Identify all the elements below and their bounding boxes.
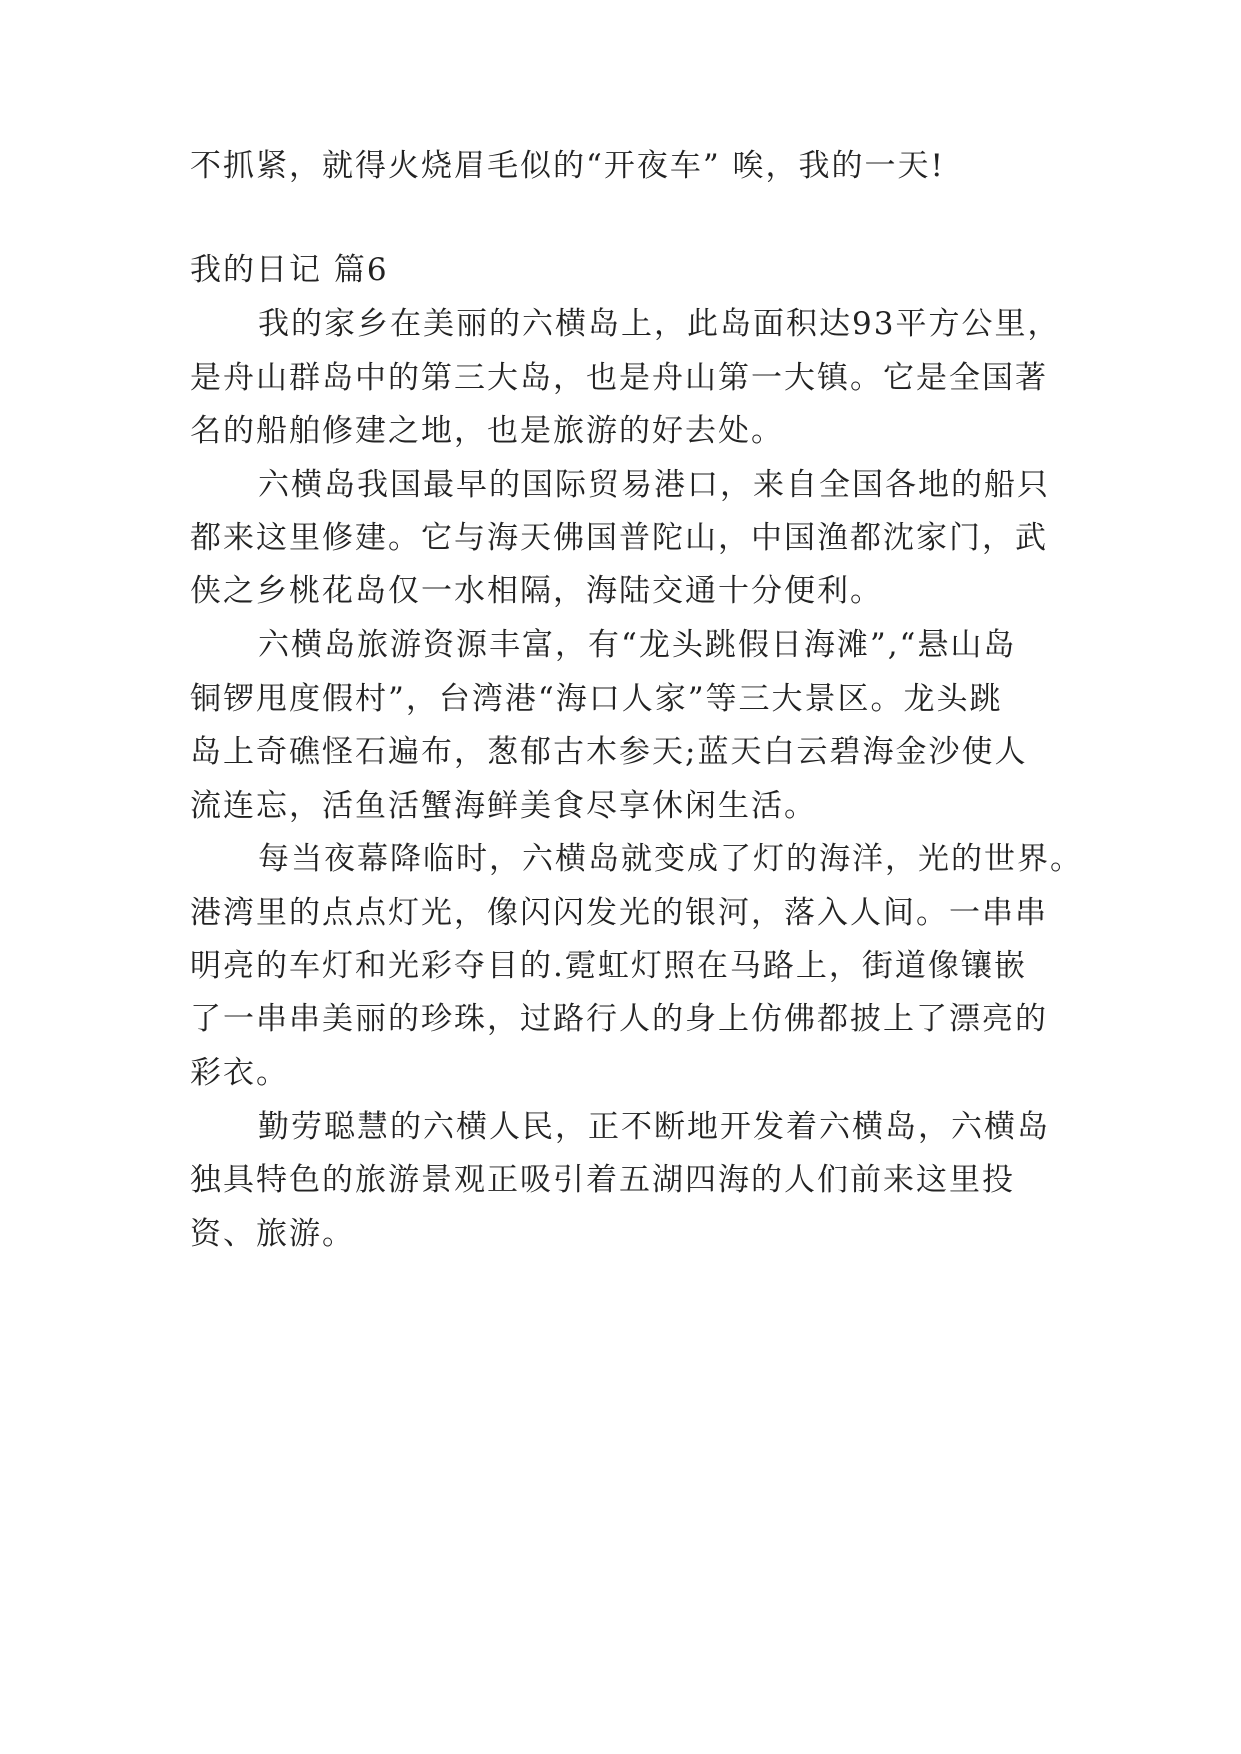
paragraph-line: 铜锣甩度假村”，台湾港“海口人家”等三大景区。龙头跳 xyxy=(190,681,1003,717)
paragraph-line: 了一串串美丽的珍珠，过路行人的身上仿佛都披上了漂亮的 xyxy=(190,1001,1048,1037)
paragraph-line: 我的家乡在美丽的六横岛上，此岛面积达93平方公里， xyxy=(258,306,1061,342)
paragraph-line: 岛上奇礁怪石遍布，葱郁古木参天;蓝天白云碧海金沙使人 xyxy=(190,734,1028,770)
paragraph-line: 独具特色的旅游景观正吸引着五湖四海的人们前来这里投 xyxy=(190,1162,1015,1198)
paragraph-line: 流连忘，活鱼活蟹海鲜美食尽享休闲生活。 xyxy=(190,788,817,824)
paragraph-line: 港湾里的点点灯光，像闪闪发光的银河，落入人间。一串串 xyxy=(190,895,1048,931)
continuation-text: 不抓紧，就得火烧眉毛似的“开夜车” 唉，我的一天! xyxy=(190,148,946,184)
paragraph-line: 明亮的车灯和光彩夺目的.霓虹灯照在马路上，街道像镶嵌 xyxy=(190,948,1027,984)
paragraph-line: 六横岛我国最早的国际贸易港口，来自全国各地的船只 xyxy=(258,467,1050,503)
paragraph-line: 资、旅游。 xyxy=(190,1216,355,1252)
paragraph-line: 勤劳聪慧的六横人民，正不断地开发着六横岛，六横岛 xyxy=(258,1109,1050,1145)
paragraph-line: 每当夜幕降临时，六横岛就变成了灯的海洋，光的世界。 xyxy=(258,841,1083,877)
paragraph-line: 名的船舶修建之地，也是旅游的好去处。 xyxy=(190,413,784,449)
diary-heading: 我的日记 篇6 xyxy=(190,252,389,288)
paragraph-line: 是舟山群岛中的第三大岛，也是舟山第一大镇。它是全国著 xyxy=(190,360,1048,396)
paragraph-line: 彩衣。 xyxy=(190,1055,289,1091)
paragraph-line: 侠之乡桃花岛仅一水相隔，海陆交通十分便利。 xyxy=(190,573,883,609)
paragraph-line: 六横岛旅游资源丰富，有“龙头跳假日海滩”,“悬山岛 xyxy=(258,627,1017,663)
paragraph-line: 都来这里修建。它与海天佛国普陀山，中国渔都沈家门，武 xyxy=(190,520,1048,556)
